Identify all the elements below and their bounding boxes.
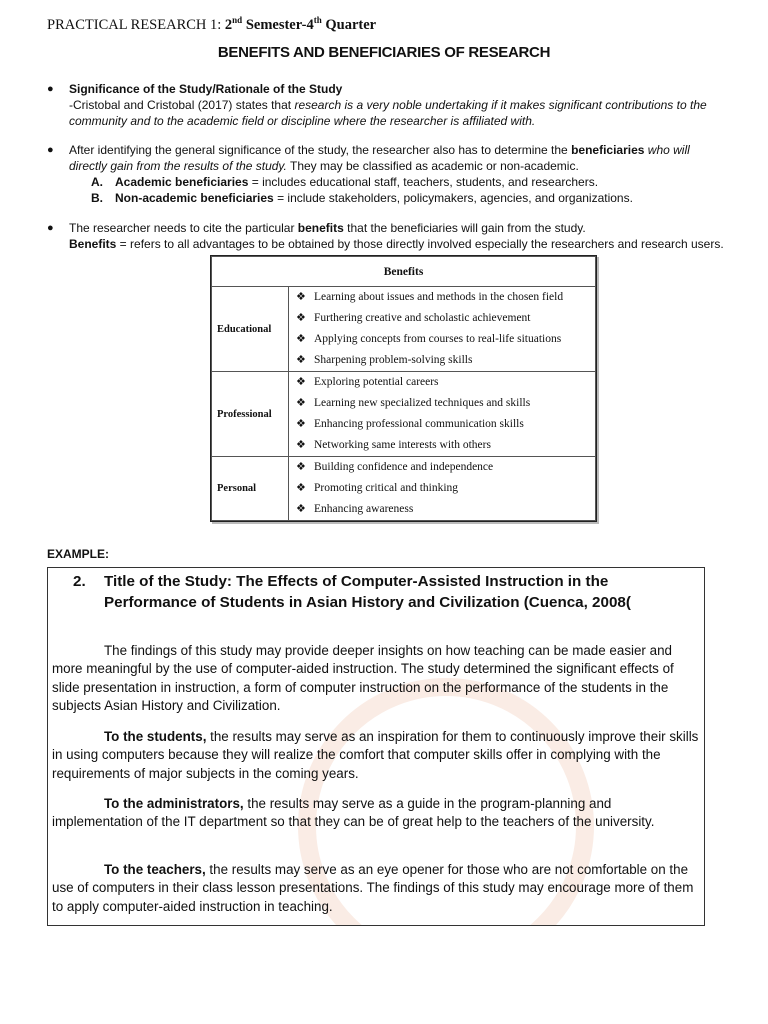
- diamond-bullet-icon: ❖: [296, 439, 306, 451]
- example-paragraph-teachers: To the teachers, the results may serve as an eye opener for those who are not comfortable on the use of computers in their class lesson presentations. The findings of this study may encourage more of them to apply computer-aided instruction in teaching.: [52, 862, 694, 914]
- bullet-benefits: ● The researcher needs to cite the particular benefits that the beneficiaries will gain from the study. Benefits = refers to all advantages to be obtained by those directly involved especially the researchers and research users.: [47, 221, 724, 251]
- bullet-beneficiaries: ● After identifying the general significance of the study, the researcher also has to determine the beneficiaries who will directly gain from the results of the study. They may be classified as academic or non-academic. A. Academic beneficiaries = includes educational staff, teachers, students, and researchers. B. Non-academic beneficiaries = include stakeholders, policymakers, agencies, and organizations.: [69, 142, 729, 206]
- list-item: ❖ Promoting critical and thinking: [296, 478, 595, 499]
- example-paragraph-administrators: To the administrators, the results may serve as a guide in the program-planning and implementation of the IT department so that they can be of great help to the teachers of the university.: [52, 796, 655, 830]
- page-header: PRACTICAL RESEARCH 1: 2nd Semester-4th Quarter: [47, 15, 377, 33]
- diamond-bullet-icon: ❖: [296, 418, 306, 430]
- list-item: ❖ Building confidence and independence: [296, 457, 595, 478]
- benefits-table: [210, 255, 597, 522]
- non-academic-beneficiaries: B. Non-academic beneficiaries = include stakeholders, policymakers, agencies, and organizations.: [91, 191, 633, 205]
- category-professional: Professional: [212, 372, 289, 457]
- example-paragraph-students: To the students, the results may serve as an inspiration for them to continuously improve their skills in using computers because they will realize the comfort that computer skills offer in complying with the requirements of major subjects in the coming years.: [52, 729, 699, 781]
- category-personal: Personal: [212, 457, 289, 521]
- bullet-icon: ●: [47, 222, 54, 234]
- example-box: [47, 567, 705, 926]
- list-item: ❖ Enhancing professional communication skills: [296, 414, 595, 435]
- diamond-bullet-icon: ❖: [296, 376, 306, 388]
- example-title: 2. Title of the Study: The Effects of Computer-Assisted Instruction in the Performance of Students in Asian History and Civilization (Cuenca, 2008(: [73, 573, 631, 611]
- diamond-bullet-icon: ❖: [296, 461, 306, 473]
- diamond-bullet-icon: ❖: [296, 333, 306, 345]
- category-educational: Educational: [212, 287, 289, 372]
- list-item: ❖ Learning new specialized techniques and skills: [296, 393, 595, 414]
- example-label: EXAMPLE:: [47, 547, 110, 561]
- list-item: ❖ Exploring potential careers: [296, 372, 595, 393]
- page-title: BENEFITS AND BENEFICIARIES OF RESEARCH: [217, 44, 551, 61]
- list-item: ❖ Enhancing awareness: [296, 499, 595, 520]
- list-item: ❖ Networking same interests with others: [296, 435, 595, 456]
- bullet-icon: ●: [47, 144, 54, 156]
- bullet-icon: ●: [47, 83, 54, 95]
- example-paragraph-findings: The findings of this study may provide deeper insights on how teaching can be made easier and more meaningful by the use of computer-aided instruction. The study determined the significant effects of slide presentation in instruction, a form of computer instruction on the performance of the students in the subjects Asian History and Civilization.: [52, 643, 674, 713]
- diamond-bullet-icon: ❖: [296, 354, 306, 366]
- bullet-significance: ● Significance of the Study/Rationale of the Study -Cristobal and Cristobal (2017) states that research is a very noble undertaking if it makes significant contributions to the community and to the academic field or discipline where the researcher is affiliated with.: [47, 82, 707, 128]
- table-header: Benefits: [212, 257, 596, 287]
- diamond-bullet-icon: ❖: [296, 397, 306, 409]
- list-item: ❖ Sharpening problem-solving skills: [296, 350, 595, 371]
- diamond-bullet-icon: ❖: [296, 482, 306, 494]
- table-row: [212, 457, 596, 521]
- table-row: [212, 372, 596, 457]
- list-item: ❖ Furthering creative and scholastic achievement: [296, 308, 595, 329]
- diamond-bullet-icon: ❖: [296, 503, 306, 515]
- diamond-bullet-icon: ❖: [296, 291, 306, 303]
- diamond-bullet-icon: ❖: [296, 312, 306, 324]
- list-item: ❖ Applying concepts from courses to real-life situations: [296, 329, 595, 350]
- bullet-heading: Significance of the Study/Rationale of the Study: [69, 82, 343, 96]
- table-row: [212, 287, 596, 372]
- academic-beneficiaries: A. Academic beneficiaries = includes educational staff, teachers, students, and researchers.: [91, 175, 599, 189]
- list-item: ❖ Learning about issues and methods in the chosen field: [296, 287, 595, 308]
